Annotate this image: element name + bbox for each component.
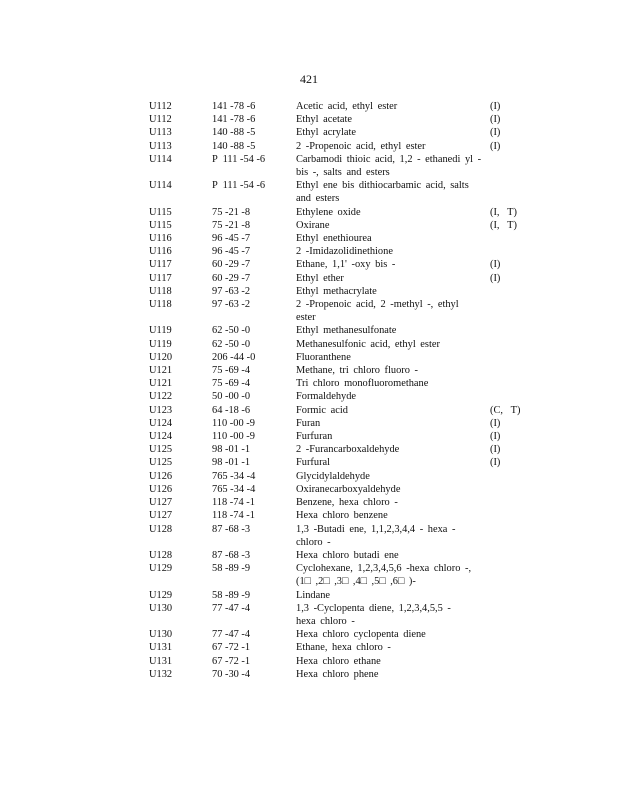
cas-number: 96 -45 -7 — [212, 233, 251, 245]
cas-number: 70 -30 -4 — [212, 668, 251, 680]
cas-number: 75 -69 -4 — [212, 378, 251, 390]
table-row — [149, 364, 529, 377]
waste-code: U116 — [149, 246, 172, 258]
substance-name: Oxirane — [296, 219, 330, 231]
substance-name: Ethyl acetate — [296, 114, 352, 126]
cas-number: 140 -88 -5 — [212, 127, 256, 139]
substance-name: Acetic acid, ethyl ester — [296, 101, 398, 112]
substance-name: Ethyl methanesulfonate — [296, 325, 397, 337]
table-row — [149, 219, 529, 232]
waste-code: U112 — [149, 101, 172, 112]
table-row — [149, 562, 529, 588]
substance-name: Hexa chloro ethane — [296, 655, 381, 667]
cas-number: 96 -45 -7 — [212, 246, 251, 258]
substance-name: Hexa chloro cyclopenta diene — [296, 629, 426, 641]
table-row — [149, 140, 529, 153]
table-row — [149, 641, 529, 654]
waste-code: U119 — [149, 325, 172, 337]
substance-name: Ethyl methacrylate — [296, 285, 377, 297]
waste-code: U130 — [149, 602, 173, 614]
table-row — [149, 443, 529, 456]
waste-code: U115 — [149, 219, 172, 231]
table-row — [149, 126, 529, 139]
waste-code: U122 — [149, 391, 173, 403]
table-row — [149, 509, 529, 522]
hazard-code: (I) — [490, 444, 501, 456]
waste-code: U131 — [149, 655, 173, 667]
cas-number: 58 -89 -9 — [212, 589, 251, 601]
table-row — [149, 245, 529, 258]
waste-code: U114 — [149, 153, 172, 165]
cas-number: 110 -00 -9 — [212, 431, 255, 443]
waste-code: U123 — [149, 404, 173, 416]
table-row — [149, 470, 529, 483]
table-row — [149, 258, 529, 271]
table-row — [149, 113, 529, 126]
table-row — [149, 324, 529, 337]
waste-code: U124 — [149, 417, 173, 429]
cas-number: 98 -01 -1 — [212, 457, 251, 469]
substance-name: Carbamodi thioic acid, 1,2 - ethanedi yl - bis -, salts and esters — [296, 153, 482, 179]
table-row — [149, 377, 529, 390]
hazard-code: (I, T) — [490, 206, 517, 218]
waste-code: U118 — [149, 285, 172, 297]
cas-number: 97 -63 -2 — [212, 299, 251, 311]
waste-code: U132 — [149, 668, 173, 680]
substance-name: 2 -Propenoic acid, 2 -methyl -, ethyl ester — [296, 299, 459, 324]
cas-number: 50 -00 -0 — [212, 391, 251, 403]
substance-name: Formaldehyde — [296, 391, 357, 403]
substance-name: Hexa chloro phene — [296, 668, 379, 680]
table-row — [149, 338, 529, 351]
waste-code: U126 — [149, 470, 173, 482]
table-row — [149, 298, 529, 324]
table-row — [149, 456, 529, 469]
substance-name: 1,3 -Cyclopenta diene, 1,2,3,4,5,5 - hexa chloro - — [296, 602, 451, 627]
cas-number: P 111 -54 -6 — [212, 153, 266, 165]
cas-number: 118 -74 -1 — [212, 510, 255, 522]
substance-name: 2 -Propenoic acid, ethyl ester — [296, 140, 426, 152]
hazard-code: (I) — [490, 431, 501, 443]
substance-name: Ethyl acrylate — [296, 127, 356, 139]
substance-name: Hexa chloro benzene — [296, 510, 388, 522]
waste-code: U131 — [149, 642, 173, 654]
table-row — [149, 206, 529, 219]
cas-number: 97 -63 -2 — [212, 285, 251, 297]
substance-name: Fluoranthene — [296, 351, 351, 363]
table-row — [149, 390, 529, 403]
waste-code: U112 — [149, 114, 172, 126]
cas-number: 75 -21 -8 — [212, 219, 251, 231]
hazard-code: (I) — [490, 259, 501, 271]
waste-code: U113 — [149, 127, 172, 139]
cas-number: 141 -78 -6 — [212, 114, 256, 126]
waste-code: U129 — [149, 563, 173, 575]
substance-name: Formic acid — [296, 404, 348, 416]
table-row — [149, 549, 529, 562]
table-row — [149, 628, 529, 641]
waste-code: U113 — [149, 140, 172, 152]
table-row — [149, 589, 529, 602]
substance-name: Methanesulfonic acid, ethyl ester — [296, 338, 440, 350]
cas-number: 77 -47 -4 — [212, 602, 251, 614]
waste-code: U125 — [149, 444, 173, 456]
cas-number: 77 -47 -4 — [212, 629, 251, 641]
substance-name: Ethylene oxide — [296, 206, 361, 218]
substance-name: Ethane, 1,1' -oxy bis - — [296, 259, 396, 271]
table-row — [149, 272, 529, 285]
substance-name: Ethane, hexa chloro - — [296, 642, 391, 654]
table-row — [149, 668, 529, 681]
page-number: 421 — [300, 72, 318, 86]
waste-code: U121 — [149, 365, 173, 377]
substance-name: Tri chloro monofluoromethane — [296, 378, 429, 390]
substance-name: Furfural — [296, 457, 331, 469]
substance-name: Furan — [296, 417, 321, 429]
cas-number: 75 -21 -8 — [212, 206, 251, 218]
waste-code: U116 — [149, 233, 172, 245]
waste-code: U124 — [149, 431, 173, 443]
waste-code: U118 — [149, 299, 172, 311]
cas-number: 67 -72 -1 — [212, 655, 251, 667]
cas-number: 60 -29 -7 — [212, 259, 251, 271]
cas-number: 140 -88 -5 — [212, 140, 256, 152]
substance-name: 2 -Furancarboxaldehyde — [296, 444, 400, 456]
cas-number: 58 -89 -9 — [212, 563, 251, 575]
waste-code: U115 — [149, 206, 172, 218]
waste-code: U130 — [149, 629, 173, 641]
waste-code: U120 — [149, 351, 173, 363]
hazard-code: (I) — [490, 114, 501, 126]
table-row — [149, 655, 529, 668]
table-row — [149, 232, 529, 245]
cas-number: 64 -18 -6 — [212, 404, 251, 416]
cas-number: 118 -74 -1 — [212, 497, 255, 509]
table-row — [149, 417, 529, 430]
substance-name: 1,3 -Butadi ene, 1,1,2,3,4,4 - hexa - chloro - — [296, 523, 456, 548]
hazard-code: (I) — [490, 457, 501, 469]
cas-number: 87 -68 -3 — [212, 523, 251, 535]
waste-code: U114 — [149, 180, 172, 192]
cas-number: 98 -01 -1 — [212, 444, 251, 456]
cas-number: 62 -50 -0 — [212, 325, 251, 337]
cas-number: P 111 -54 -6 — [212, 180, 266, 192]
cas-number: 206 -44 -0 — [212, 351, 256, 363]
hazard-code: (I) — [490, 417, 501, 429]
hazard-code: (I) — [490, 127, 501, 139]
substance-name: Oxiranecarboxyaldehyde — [296, 483, 401, 495]
substance-name: Ethyl ether — [296, 272, 344, 284]
table-row — [149, 100, 529, 113]
waste-code: U117 — [149, 272, 172, 284]
substance-name: Cyclohexane, 1,2,3,4,5,6 -hexa chloro -, (1□ ,2□ ,3□ ,4□ ,5□ ,6□ )- — [296, 563, 472, 588]
substance-name: 2 -Imidazolidinethione — [296, 246, 393, 258]
cas-number: 141 -78 -6 — [212, 101, 256, 112]
substance-name: Methane, tri chloro fluoro - — [296, 365, 418, 377]
hazard-code: (I) — [490, 101, 501, 112]
cas-number: 87 -68 -3 — [212, 549, 251, 561]
waste-code: U129 — [149, 589, 173, 601]
waste-code: U121 — [149, 378, 173, 390]
cas-number: 765 -34 -4 — [212, 483, 256, 495]
waste-code: U127 — [149, 497, 173, 509]
table-row — [149, 496, 529, 509]
waste-code: U119 — [149, 338, 172, 350]
cas-number: 60 -29 -7 — [212, 272, 251, 284]
table-row — [149, 153, 529, 179]
hazard-code: (I, T) — [490, 219, 517, 231]
hazard-code: (C, T) — [490, 404, 521, 416]
substance-name: Glycidylaldehyde — [296, 470, 370, 482]
cas-number: 110 -00 -9 — [212, 417, 255, 429]
cas-number: 67 -72 -1 — [212, 642, 251, 654]
hazard-code: (I) — [490, 272, 501, 284]
table-row — [149, 430, 529, 443]
table-row — [149, 523, 529, 549]
substance-name: Ethyl ene bis dithiocarbamic acid, salts and esters — [296, 180, 469, 205]
table-row — [149, 179, 529, 205]
table-row — [149, 404, 529, 417]
waste-code: U128 — [149, 523, 173, 535]
substance-name: Ethyl enethiourea — [296, 233, 372, 245]
waste-code: U127 — [149, 510, 173, 522]
hazard-code: (I) — [490, 140, 501, 152]
table-row — [149, 602, 529, 628]
substance-name: Hexa chloro butadi ene — [296, 549, 399, 561]
waste-code: U117 — [149, 259, 172, 271]
table-row — [149, 351, 529, 364]
substance-name: Furfuran — [296, 431, 333, 443]
table-row — [149, 483, 529, 496]
cas-number: 75 -69 -4 — [212, 365, 251, 377]
substance-name: Benzene, hexa chloro - — [296, 497, 398, 509]
substance-name: Lindane — [296, 589, 331, 601]
waste-code: U125 — [149, 457, 173, 469]
waste-code: U128 — [149, 549, 173, 561]
waste-code: U126 — [149, 483, 173, 495]
table-row — [149, 285, 529, 298]
cas-number: 62 -50 -0 — [212, 338, 251, 350]
hazardous-waste-table — [149, 100, 529, 681]
cas-number: 765 -34 -4 — [212, 470, 256, 482]
